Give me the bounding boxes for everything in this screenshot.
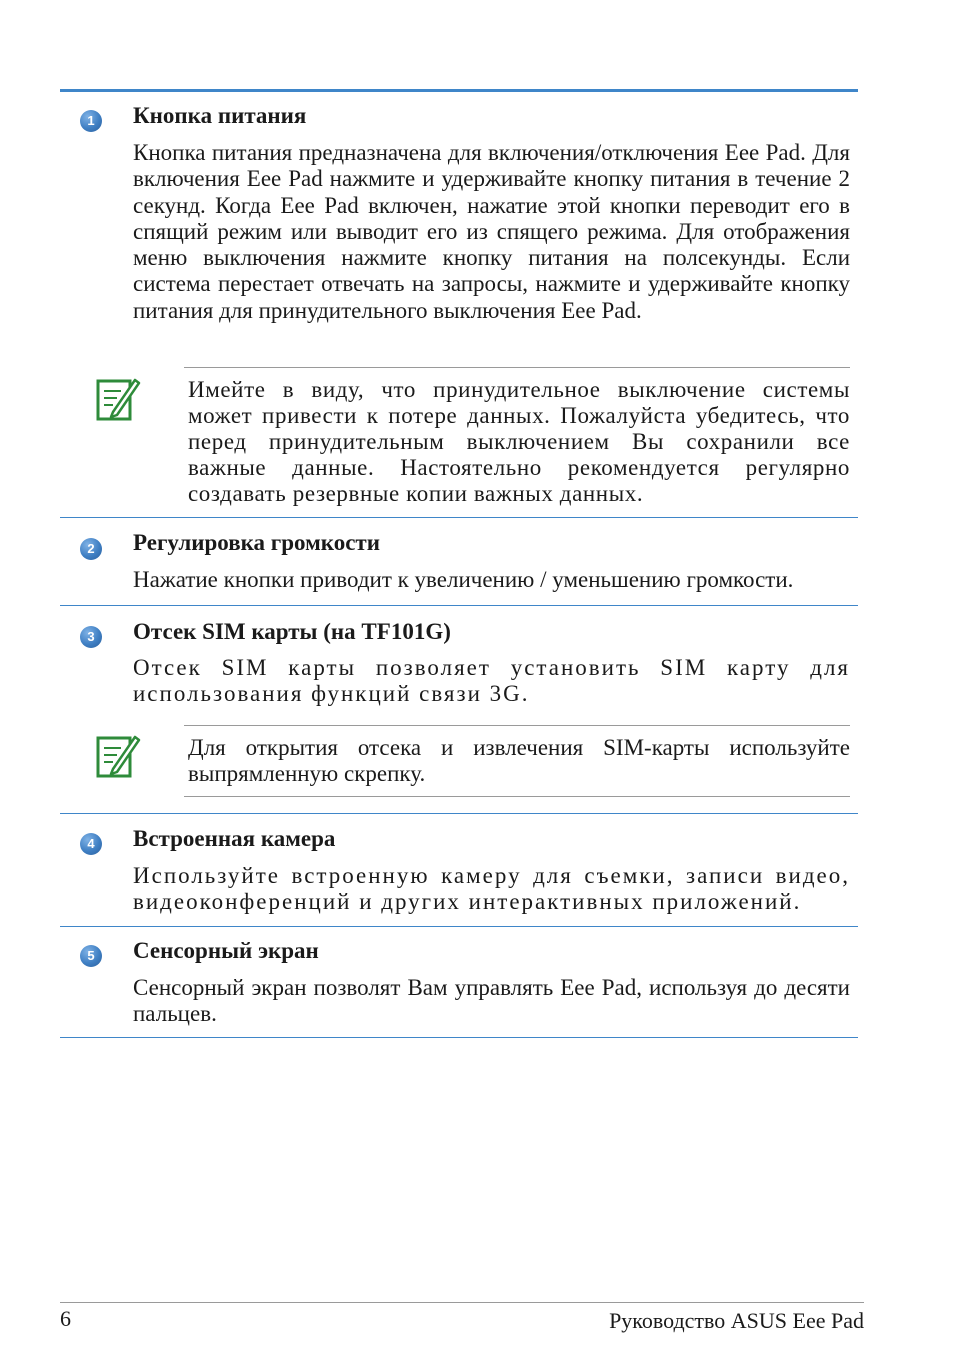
section-3-number-badge: 3 — [80, 626, 102, 648]
note-1-text: Имейте в виду, что принудительное выключение системы может привести к потере данных. Пожалуйста убедитесь, что перед принудительным выключением Вы сохранили все важные данные. Настоятельно рекомендуется регулярно создавать резервные копии важных данных. — [188, 377, 850, 506]
section-5-title: Сенсорный экран — [133, 938, 319, 963]
section-divider — [60, 926, 858, 927]
section-4-title: Встроенная камера — [133, 826, 336, 851]
footer-manual-title: Руководство ASUS Eee Pad — [609, 1308, 864, 1333]
page-number: 6 — [60, 1306, 71, 1331]
note-1-top-rule — [184, 367, 850, 368]
section-divider — [60, 813, 858, 814]
note-pencil-icon — [95, 731, 141, 781]
section-divider — [60, 605, 858, 606]
section-1-number-badge: 1 — [80, 110, 102, 132]
footer-rule — [60, 1302, 864, 1303]
section-1-title: Кнопка питания — [133, 103, 307, 128]
note-3-text: Для открытия отсека и извлечения SIM-карты используйте выпрямленную скрепку. — [188, 735, 850, 786]
section-3-text: Отсек SIM карты позволяет установить SIM карту для использования функций связи 3G. — [133, 655, 850, 707]
note-3-top-rule — [184, 725, 850, 726]
section-4-text: Используйте встроенную камеру для съемки, записи видео, видеоконференций и других интерактивных приложений. — [133, 863, 850, 915]
section-divider — [60, 1037, 858, 1038]
note-pencil-icon — [95, 374, 141, 424]
top-rule — [60, 89, 858, 92]
section-2-number-badge: 2 — [80, 538, 102, 560]
section-5-text: Сенсорный экран позволят Вам управлять Eee Pad, используя до десяти пальцев. — [133, 975, 850, 1027]
section-4-number-badge: 4 — [80, 833, 102, 855]
section-5-number-badge: 5 — [80, 945, 102, 967]
section-divider — [60, 517, 858, 518]
section-1-text: Кнопка питания предназначена для включения/отключения Eee Pad. Для включения Eee Pad нажмите и удерживайте кнопку питания в течение 2 секунд. Когда Eee Pad включен, нажатие этой кнопки переводит его в спящий режим или выводит его из спящего режима. Для отображения меню выключения нажмите кнопку питания на полсекунды. Если система перестает отвечать на запросы, нажмите и удерживайте кнопку питания для принудительного выключения Eee Pad. — [133, 140, 850, 323]
note-3-bottom-rule — [184, 796, 850, 797]
section-2-text: Нажатие кнопки приводит к увеличению / уменьшению громкости. — [133, 567, 794, 592]
section-2-title: Регулировка громкости — [133, 530, 380, 555]
section-3-title: Отсек SIM карты (на TF101G) — [133, 619, 451, 644]
